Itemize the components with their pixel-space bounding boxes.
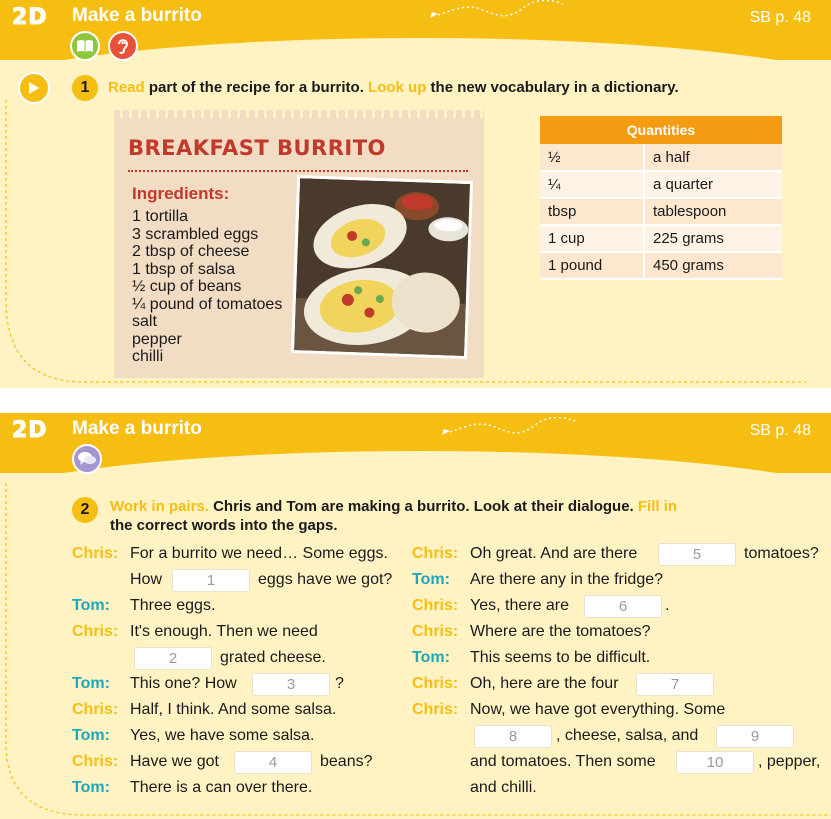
table-cell: 450 grams — [644, 252, 782, 279]
dialogue-line: Half, I think. And some salsa. — [130, 701, 337, 718]
dialogue-line: Are there any in the fridge? — [470, 571, 664, 588]
speaker-tom: Tom: — [72, 727, 110, 744]
page-title: Make a burrito — [72, 418, 202, 439]
dialogue-line: This one? How — [130, 675, 237, 692]
student-book-reference: SB p. 48 — [749, 9, 811, 26]
speaker-chris: Chris: — [72, 753, 119, 770]
list-item: 3 scrambled eggs — [132, 225, 259, 243]
table-cell: ½ — [540, 144, 644, 171]
exercise-number: 2 — [72, 497, 98, 523]
speaker-chris: Chris: — [412, 623, 459, 640]
speaker-chris: Chris: — [412, 545, 459, 562]
gap-input-4[interactable]: 4 — [234, 751, 312, 774]
table-row — [540, 198, 782, 225]
list-item: chilli — [132, 348, 164, 365]
dialogue-line: For a burrito we need… Some eggs. — [130, 545, 388, 562]
dialogue-line: ? — [335, 675, 344, 692]
exercise-instruction — [108, 78, 679, 97]
dialogue-line: , pepper, — [758, 753, 821, 770]
unit-badge: 2D — [12, 418, 48, 443]
dialogue-line: Oh great. And are there — [470, 545, 638, 562]
dialogue-line: Three eggs. — [130, 597, 216, 614]
list-item: 1 tortilla — [132, 208, 189, 225]
exercise-instruction — [110, 497, 750, 535]
instruction-verb: Fill in — [637, 498, 678, 515]
dialogue-line: Now, we have got everything. Some — [470, 701, 726, 718]
dialogue-line: Have we got — [130, 753, 219, 770]
table-cell: a quarter — [644, 171, 782, 198]
gap-input-9[interactable]: 9 — [716, 725, 794, 748]
exercise-panel-1 — [0, 0, 831, 388]
speaker-tom: Tom: — [412, 571, 450, 588]
table-cell: 1 cup — [540, 225, 644, 252]
recipe-card — [114, 114, 484, 378]
speaker-tom: Tom: — [72, 597, 110, 614]
dialogue-line: This seems to be difficult. — [470, 649, 651, 666]
gap-input-2[interactable]: 2 — [134, 647, 212, 670]
dialogue-line: There is a can over there. — [130, 779, 313, 796]
ingredients-list — [132, 208, 282, 366]
play-icon — [28, 81, 40, 95]
speaker-chris: Chris: — [412, 701, 459, 718]
dialogue-line: and chilli. — [470, 779, 537, 796]
recipe-torn-edge — [114, 110, 484, 118]
list-item: ½ cup of beans — [132, 278, 242, 295]
instruction-verb: Work in pairs. — [110, 498, 209, 515]
exercise-number: 1 — [72, 75, 98, 101]
instruction-text: Chris and Tom are making a burrito. Look at their dialogue. — [208, 498, 638, 515]
exercise-panel-2 — [0, 413, 831, 819]
instruction-text: part of the recipe for a burrito. — [144, 79, 369, 96]
table-cell: 1 pound — [540, 252, 644, 279]
table-row — [540, 144, 782, 171]
gap-input-8[interactable]: 8 — [474, 725, 552, 748]
recipe-divider — [128, 170, 468, 172]
instruction-verb: Look up — [368, 79, 427, 96]
unit-badge: 2D — [12, 5, 48, 30]
speaker-chris: Chris: — [72, 545, 119, 562]
list-item: 2 tbsp of cheese — [132, 243, 250, 260]
list-item: salt — [132, 313, 157, 330]
gap-input-3[interactable]: 3 — [252, 673, 330, 696]
speaker-chris: Chris: — [72, 701, 119, 718]
table-cell: 225 grams — [644, 225, 782, 252]
table-cell: tbsp — [540, 198, 644, 225]
dialogue-line: Oh, here are the four — [470, 675, 619, 692]
dialogue-line: and tomatoes. Then some — [470, 753, 656, 770]
recipe-title: BREAKFAST BURRITO — [128, 136, 386, 160]
table-header: Quantities — [540, 116, 782, 144]
list-item: 1 tbsp of salsa — [132, 260, 236, 278]
speaker-chris: Chris: — [412, 597, 459, 614]
dialogue-line: grated cheese. — [220, 649, 326, 666]
instruction-text: the new vocabulary in a dictionary. — [426, 79, 679, 96]
speaker-tom: Tom: — [72, 779, 110, 796]
dialogue-line: Yes, there are — [470, 597, 570, 614]
gap-input-6[interactable]: 6 — [584, 595, 662, 618]
dialogue-line: tomatoes? — [744, 545, 819, 562]
quantities-table — [540, 116, 782, 280]
table-row — [540, 171, 782, 198]
dialogue-line: , cheese, salsa, and — [556, 727, 699, 744]
speaker-tom: Tom: — [72, 675, 110, 692]
gap-input-1[interactable]: 1 — [172, 569, 250, 592]
dialogue-line: Yes, we have some salsa. — [130, 727, 315, 744]
table-cell: a half — [644, 144, 782, 171]
dialogue-line: Where are the tomatoes? — [470, 623, 651, 640]
instruction-text: the correct words into the gaps. — [110, 517, 338, 534]
dialogue-line: . — [665, 597, 670, 614]
list-item: pepper — [132, 330, 182, 348]
play-audio-button[interactable] — [18, 72, 50, 104]
dialogue-line: How — [130, 571, 163, 588]
speaker-tom: Tom: — [412, 649, 450, 666]
table-cell: tablespoon — [644, 198, 782, 225]
gap-input-5[interactable]: 5 — [658, 543, 736, 566]
table-cell: ¼ — [540, 171, 644, 198]
dialogue-line: eggs have we got? — [258, 571, 393, 588]
table-row — [540, 252, 782, 279]
gap-input-10[interactable]: 10 — [676, 751, 754, 774]
list-item: ¼ pound of tomatoes — [132, 295, 283, 313]
burrito-photo — [291, 175, 473, 359]
page-title: Make a burrito — [72, 5, 202, 26]
speaker-chris: Chris: — [412, 675, 459, 692]
speaker-chris: Chris: — [72, 623, 119, 640]
ingredients-label: Ingredients: — [132, 184, 230, 203]
table-row — [540, 225, 782, 252]
dialogue-line: It's enough. Then we need — [130, 623, 318, 640]
gap-input-7[interactable]: 7 — [636, 673, 714, 696]
instruction-verb: Read — [108, 79, 145, 96]
dialogue-line: beans? — [320, 753, 373, 770]
student-book-reference: SB p. 48 — [749, 422, 811, 439]
